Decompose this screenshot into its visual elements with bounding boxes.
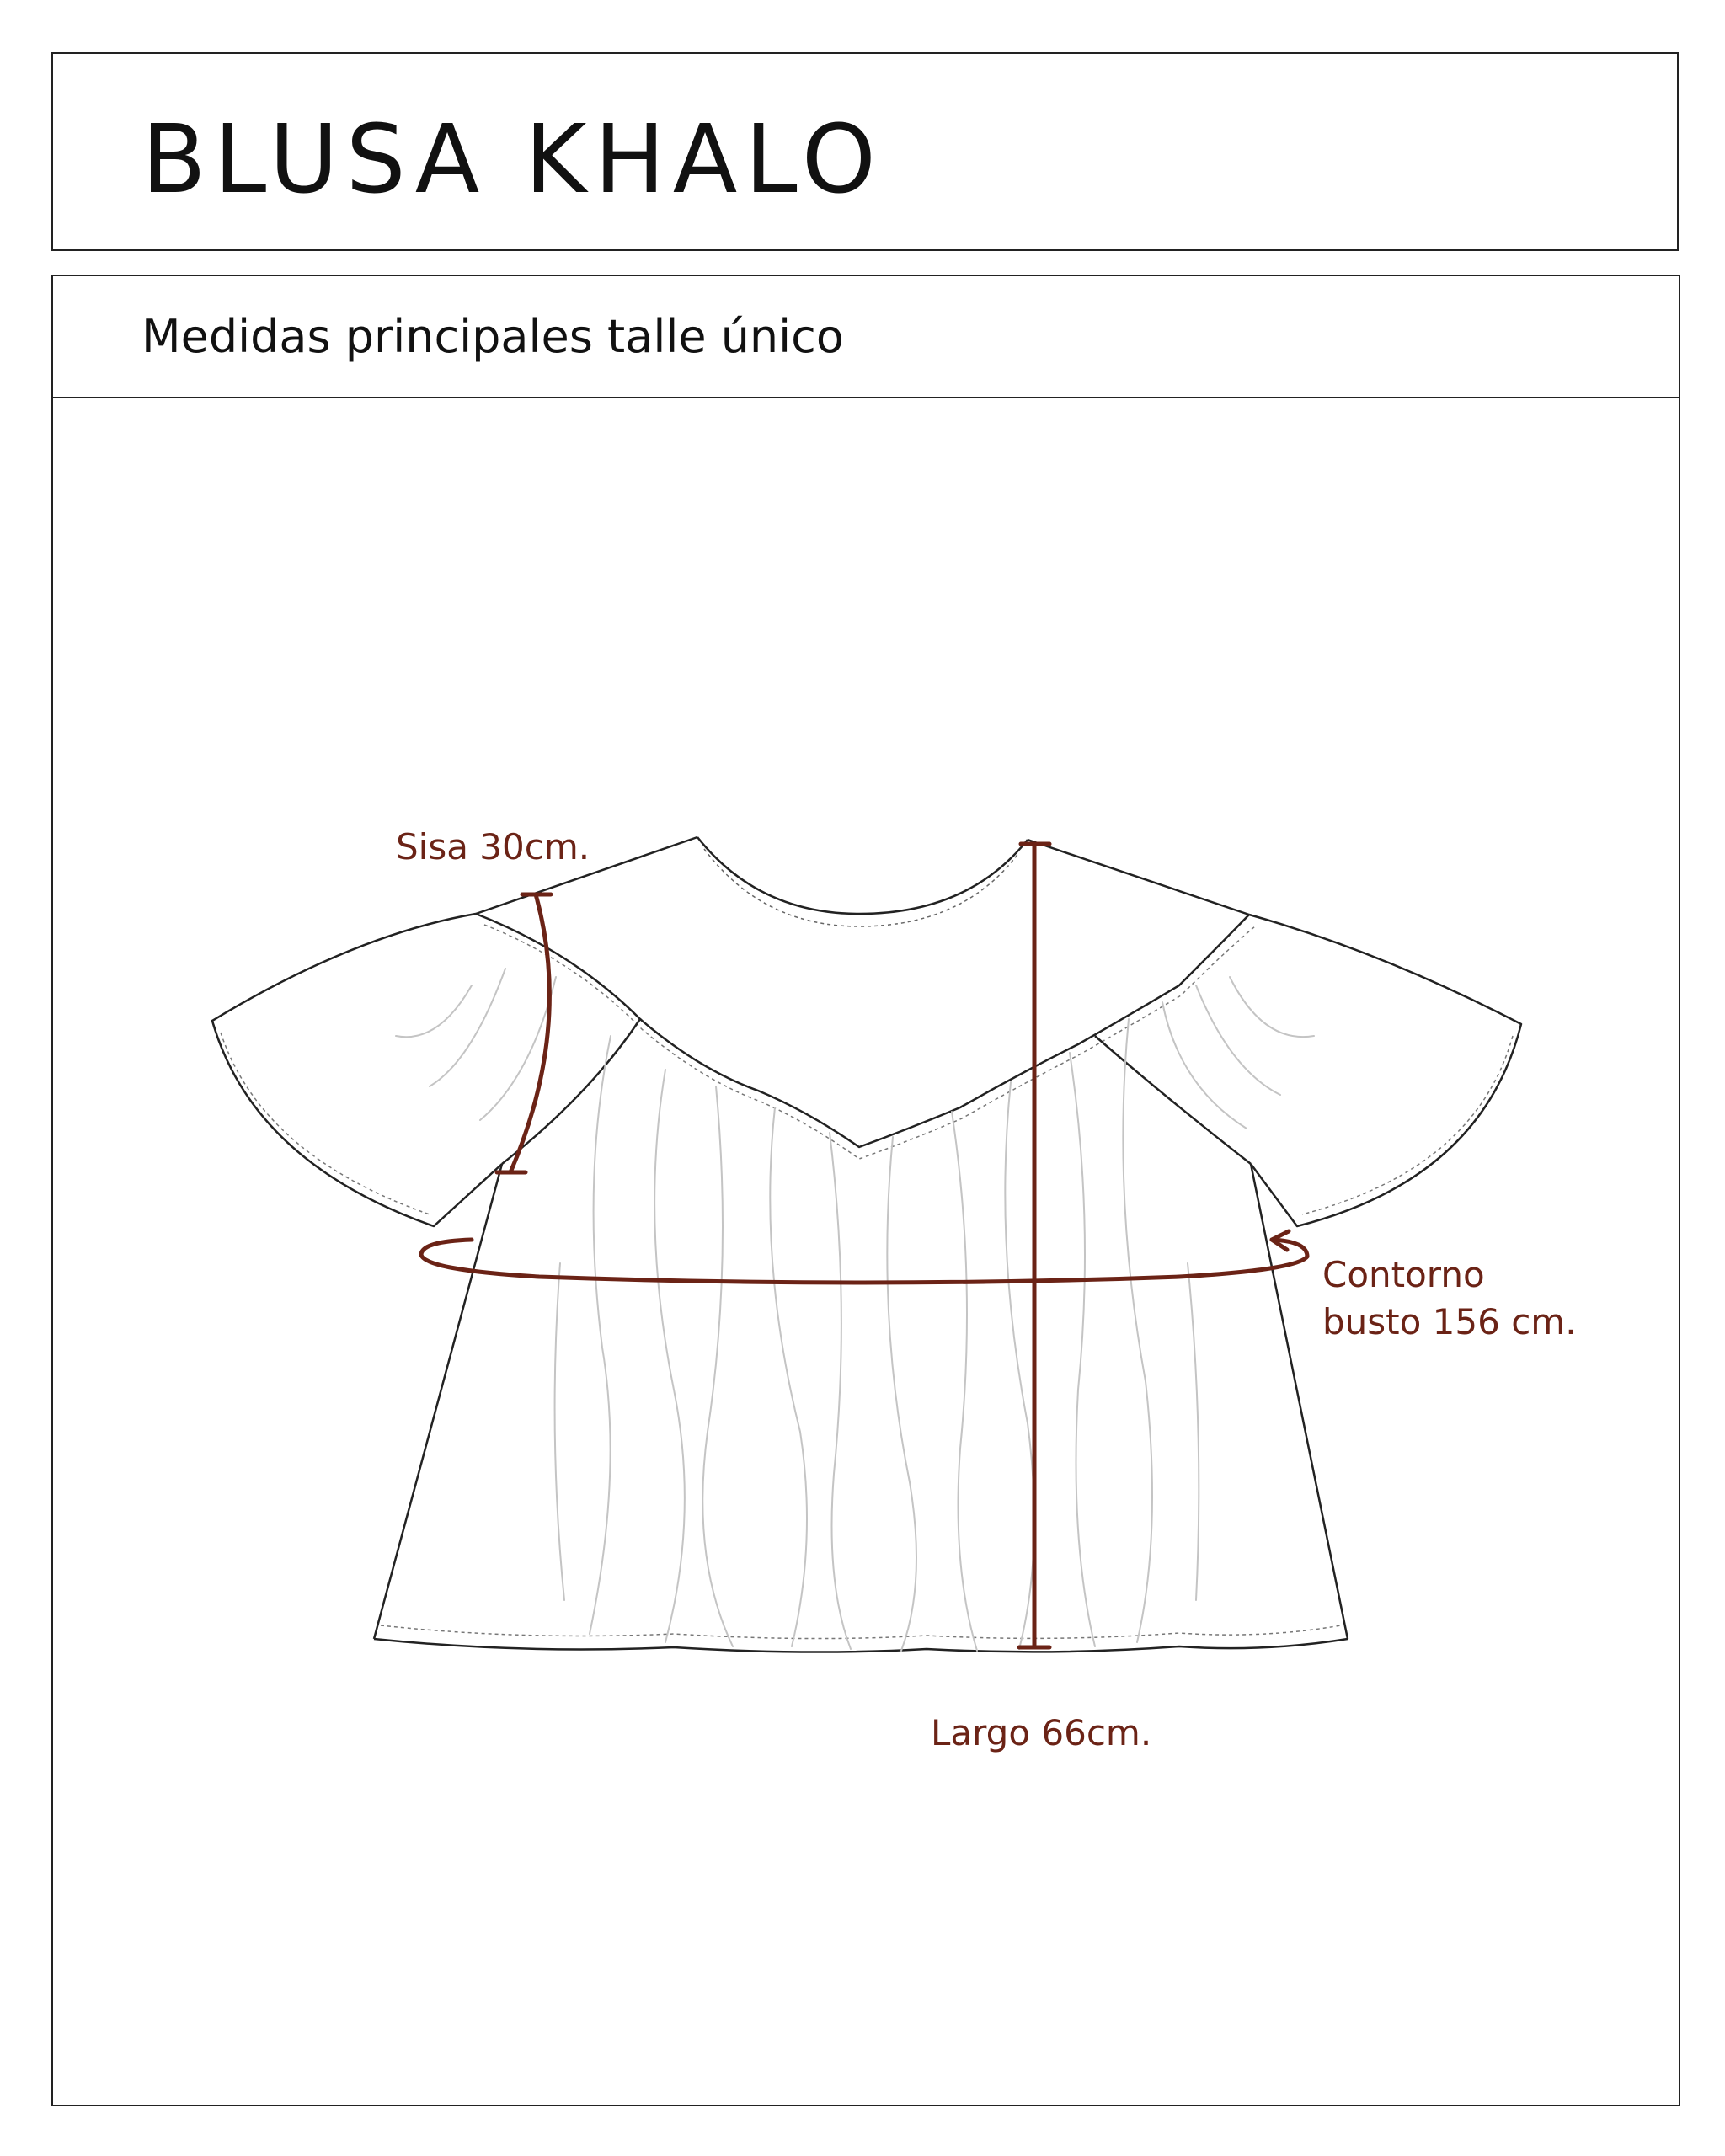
label-sisa: Sisa 30cm. — [396, 826, 590, 867]
label-largo: Largo 66cm. — [931, 1712, 1152, 1753]
label-contorno-line2: busto 156 cm. — [1322, 1301, 1577, 1342]
yoke-seam — [476, 914, 1249, 1147]
hem — [374, 1639, 1348, 1652]
page-title: BLUSA KHALO — [142, 105, 884, 215]
fold-lines — [396, 969, 1314, 1651]
body-left-side — [374, 1164, 502, 1639]
hem-stitch — [381, 1625, 1341, 1639]
right-armhole — [1095, 1036, 1251, 1164]
left-sleeve-stitch — [221, 1033, 430, 1214]
measure-largo — [1019, 844, 1049, 1647]
measure-contorno — [421, 1231, 1307, 1283]
neckline — [697, 837, 1028, 914]
left-sleeve — [212, 914, 502, 1226]
yoke-seam-stitch — [484, 925, 1255, 1159]
blouse-sketch — [212, 837, 1521, 1652]
page-subtitle: Medidas principales talle único — [142, 310, 844, 363]
body-right-side — [1251, 1164, 1348, 1639]
label-contorno-line1: Contorno — [1322, 1254, 1485, 1295]
right-shoulder-line — [1028, 840, 1249, 915]
right-sleeve — [1249, 915, 1521, 1226]
right-sleeve-stitch — [1302, 1036, 1513, 1214]
